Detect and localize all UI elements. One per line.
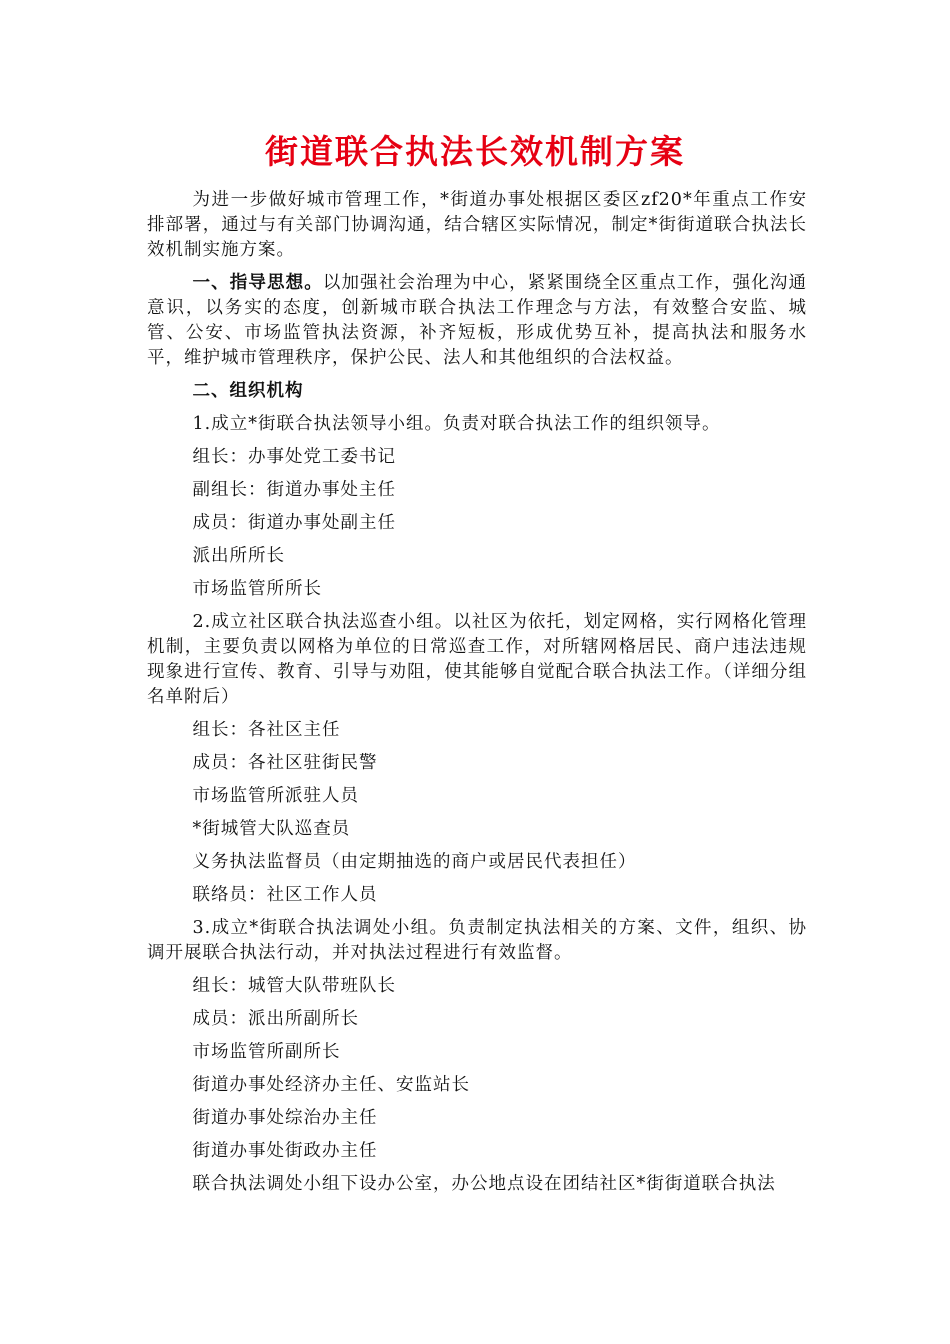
group3-closing: 联合执法调处小组下设办公室，办公地点设在团结社区*街街道联合执法	[192, 1174, 776, 1194]
section-text: 以加强社会治理为中心，紧紧围绕全区重点工作，强化沟通意识，以务实的态度，创新城市联合执法工作理念与方法，有效整合安监、城管、公安、市场监管执法资源，补齐短板，形成优势互补，提高执法和服务水平，维护城市管理秩序，保护公民、法人和其他组织的合法权益。	[147, 273, 807, 368]
section-heading-organization: 二、组织机构	[192, 381, 304, 401]
group1-member: 副组长：街道办事处主任	[192, 480, 396, 500]
group1-member: 组长：办事处党工委书记	[192, 447, 396, 467]
group3-member: 市场监管所副所长	[192, 1042, 341, 1062]
group1-intro: 1.成立*街联合执法领导小组。负责对联合执法工作的组织领导。	[192, 414, 721, 434]
document-title: 街道联合执法长效机制方案	[265, 132, 685, 171]
section-guiding-ideology	[147, 271, 807, 371]
group3-member: 街道办事处街政办主任	[192, 1141, 378, 1161]
group2-member: 联络员：社区工作人员	[192, 885, 378, 905]
group1-member: 成员：街道办事处副主任	[192, 513, 396, 533]
group3-intro: 3.成立*街联合执法调处小组。负责制定执法相关的方案、文件，组织、协调开展联合执法行动，并对执法过程进行有效监督。	[147, 918, 807, 963]
group2-intro: 2.成立社区联合执法巡查小组。以社区为依托，划定网格，实行网格化管理机制，主要负责以网格为单位的日常巡查工作，对所辖网格居民、商户违法违规现象进行宣传、教育、引导与劝阻，使其能够自觉配合联合执法工作。（详细分组名单附后）	[147, 612, 807, 707]
group3-member: 组长：城管大队带班队长	[192, 976, 396, 996]
group1-member: 市场监管所所长	[192, 579, 322, 599]
section-heading: 一、指导思想。	[192, 273, 323, 293]
group2-member: *街城管大队巡查员	[192, 819, 351, 839]
group3-member: 街道办事处经济办主任、安监站长	[192, 1075, 470, 1095]
group3-member: 街道办事处综治办主任	[192, 1108, 378, 1128]
group2-member: 组长：各社区主任	[192, 720, 341, 740]
group2-member: 成员：各社区驻街民警	[192, 753, 378, 773]
group2-member: 义务执法监督员（由定期抽选的商户或居民代表担任）	[192, 852, 637, 872]
document-body	[147, 188, 807, 1197]
group2-member: 市场监管所派驻人员	[192, 786, 359, 806]
group1-member: 派出所所长	[192, 546, 285, 566]
intro-paragraph: 为进一步做好城市管理工作，*街道办事处根据区委区zf20*年重点工作安排部署，通过与有关部门协调沟通，结合辖区实际情况，制定*街街道联合执法长效机制实施方案。	[147, 190, 807, 260]
group3-member: 成员：派出所副所长	[192, 1009, 359, 1029]
